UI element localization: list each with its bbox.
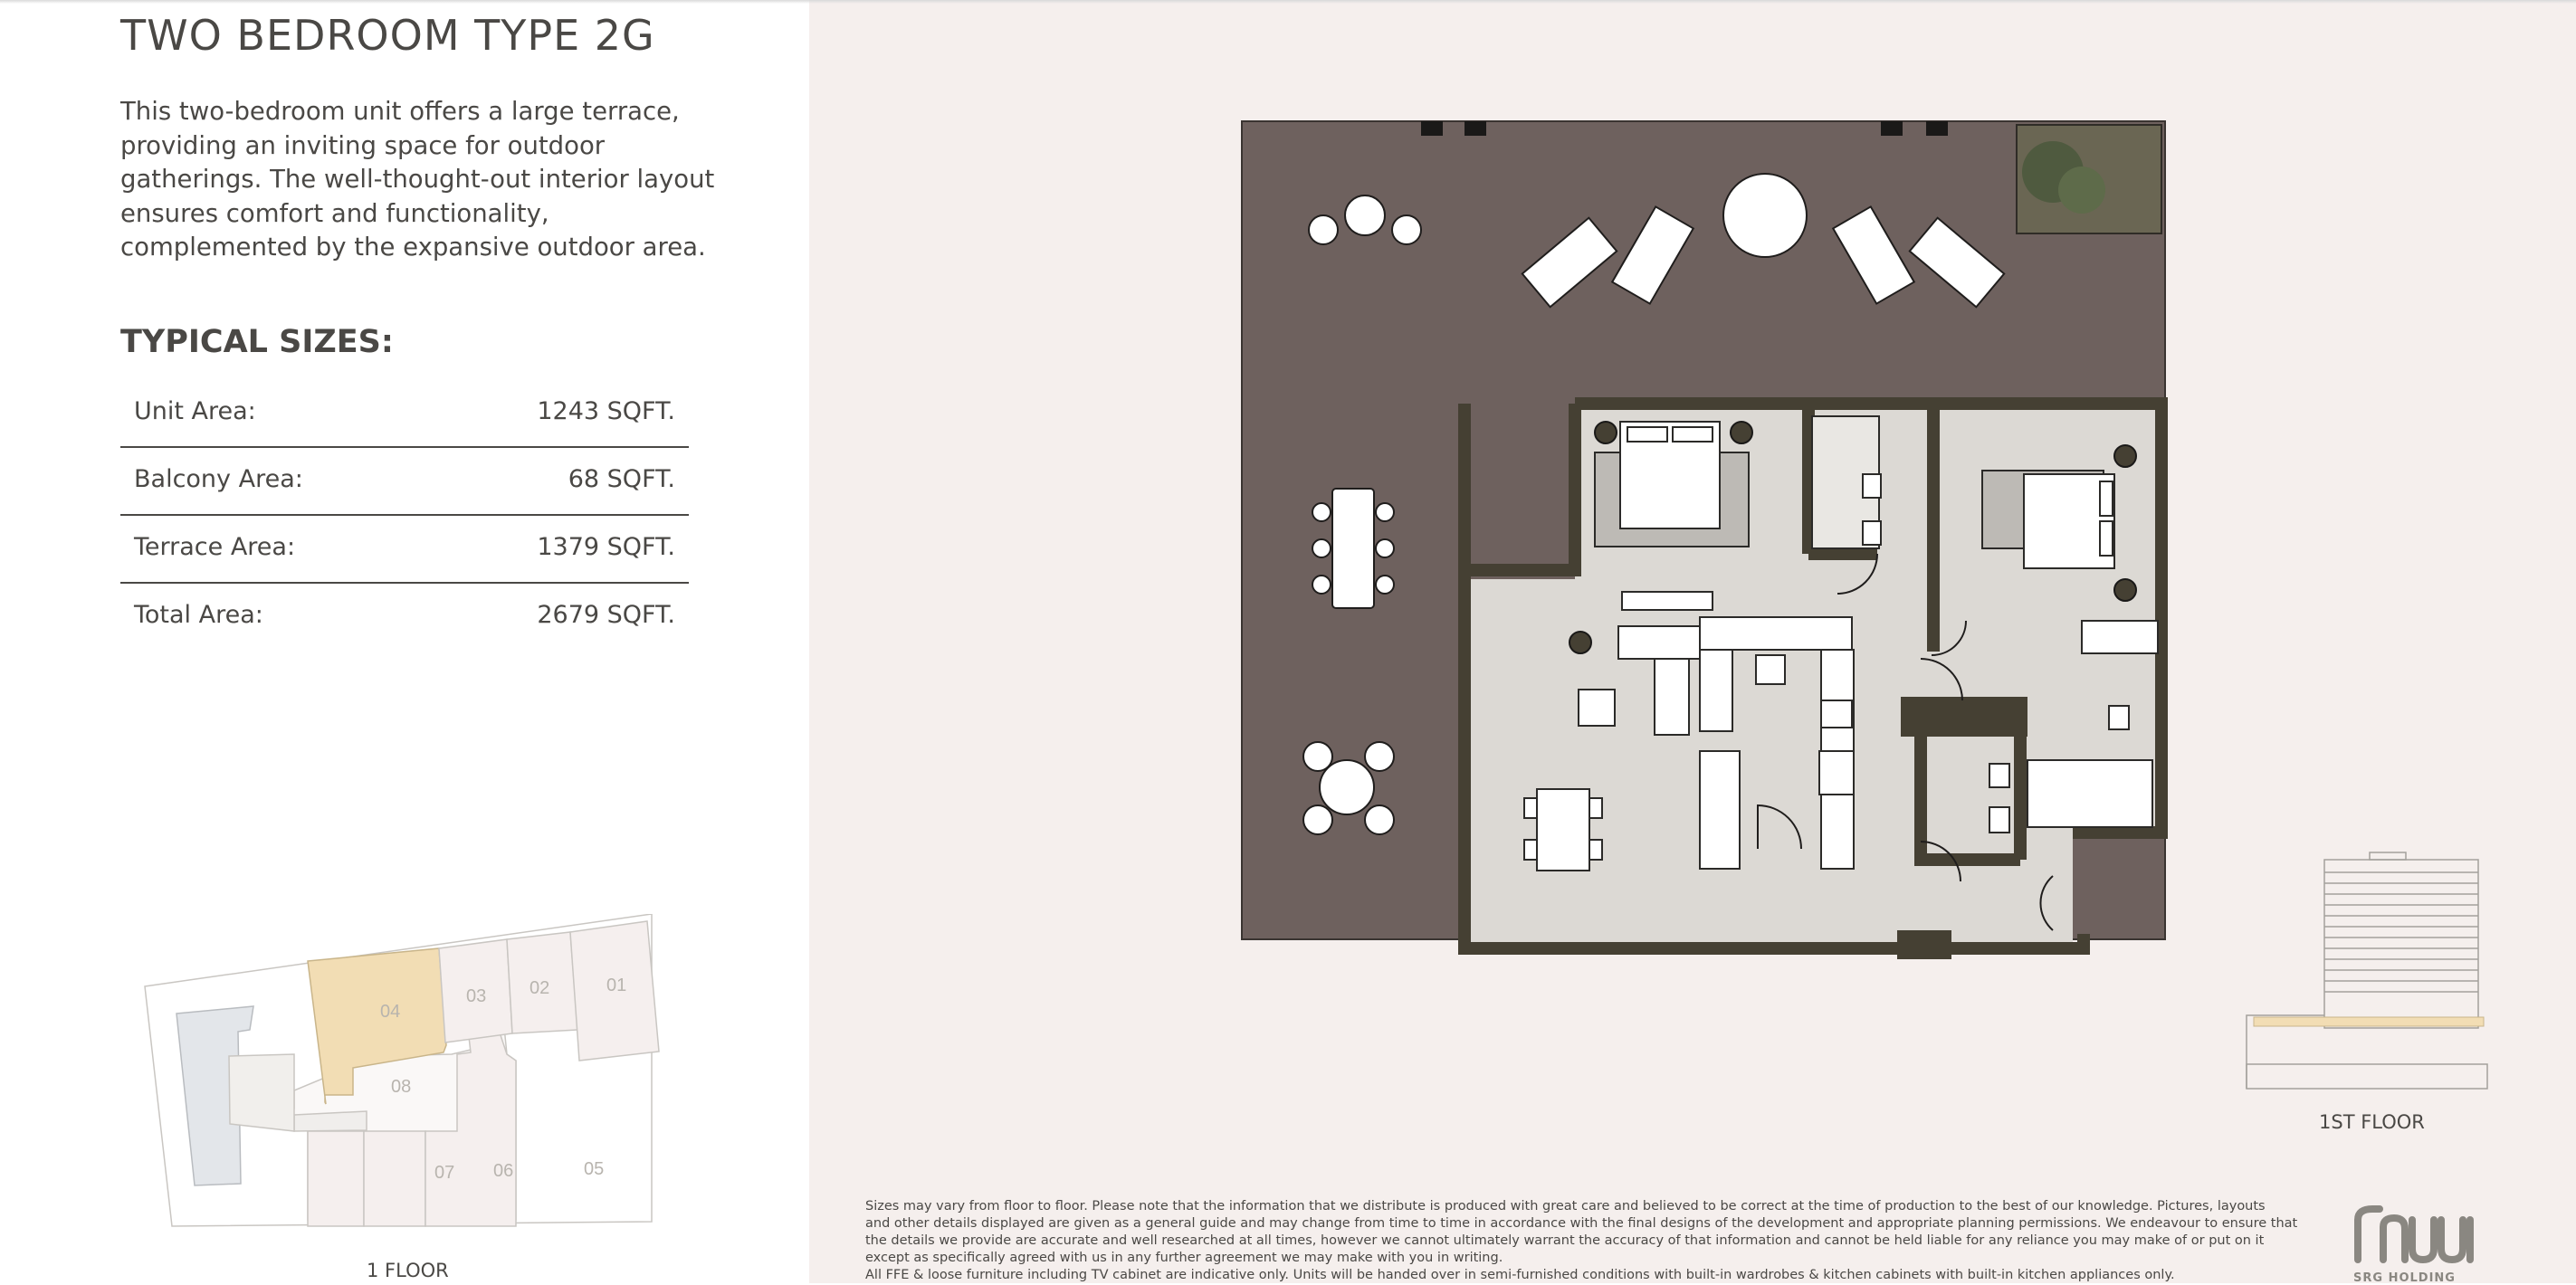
pillow-icon: [1673, 427, 1713, 442]
size-value: 1379 SQFT.: [537, 533, 675, 561]
size-value: 68 SQFT.: [568, 465, 675, 493]
chair-icon: [1312, 503, 1331, 521]
keyplan-lobby: [229, 1054, 294, 1131]
disclaimer: [865, 1198, 2298, 1284]
kitchen-island-icon: [1700, 751, 1740, 869]
chair-icon: [1312, 576, 1331, 594]
floor-key-plan: [136, 914, 670, 1258]
keyplan-unit-08[interactable]: [294, 1111, 367, 1131]
size-value: 2679 SQFT.: [537, 601, 675, 629]
chair-icon: [1524, 840, 1537, 860]
bedside-lamp-icon: [1595, 422, 1617, 443]
basin-icon: [1989, 807, 2009, 833]
chair-icon: [1376, 576, 1394, 594]
unit-floor-plan: [1240, 118, 2181, 968]
size-row-total-area: [120, 584, 689, 650]
wall-post: [1421, 121, 1443, 136]
keyplan-unit-label: 03: [466, 986, 487, 1006]
toilet-icon: [1989, 764, 2009, 787]
round-table-icon: [1723, 174, 1807, 257]
brand-name: SRG HOLDING: [2353, 1271, 2456, 1285]
wall-block: [1901, 697, 2027, 737]
typical-sizes-heading: TYPICAL SIZES:: [120, 324, 394, 360]
wall-post: [1926, 121, 1948, 136]
wall-block: [1897, 930, 1951, 959]
oven-icon: [1819, 751, 1854, 795]
wall-post: [1465, 121, 1486, 136]
sofa-icon: [1618, 626, 1705, 659]
chair-icon: [1365, 742, 1394, 771]
size-label: Total Area:: [134, 601, 263, 629]
stool-icon: [1392, 215, 1421, 244]
chair-icon: [1303, 742, 1332, 771]
srg-logo-icon: [2351, 1202, 2486, 1267]
chair-icon: [1303, 805, 1332, 834]
sizes-table: [120, 380, 689, 650]
chair-icon: [1365, 805, 1394, 834]
shower-icon: [2027, 760, 2152, 827]
building-elevation: [2243, 851, 2496, 1095]
coffee-table-icon: [1579, 690, 1615, 726]
dining-table-icon: [1537, 789, 1589, 871]
size-value: 1243 SQFT.: [537, 397, 675, 425]
disclaimer-line: the details we provide are accurate and well researched at all times, however we cannot ultimately warrant the accuracy of that information and cannot be held liable for any reliance you may make of or put on it: [865, 1233, 2265, 1248]
side-table-icon: [1345, 195, 1385, 235]
chair-icon: [1376, 539, 1394, 557]
chair-icon: [1524, 798, 1537, 818]
dining-table-icon: [1332, 489, 1374, 608]
size-label: Unit Area:: [134, 397, 256, 425]
size-row-balcony-area: [120, 448, 689, 516]
chair-icon: [1312, 539, 1331, 557]
top-edge-shadow: [0, 0, 2576, 4]
balcony: [1459, 404, 1575, 579]
size-row-terrace-area: [120, 516, 689, 584]
kitchen-counter-icon: [1700, 650, 1732, 731]
cooktop-icon: [1756, 655, 1785, 684]
toilet-icon: [1863, 474, 1881, 498]
elevation-floor-highlight: [2254, 1017, 2484, 1026]
unit-title: TWO BEDROOM TYPE 2G: [120, 11, 655, 60]
disclaimer-line: All FFE & loose furniture including TV cabinet are indicative only. Units will be handed over in semi-furnished conditions with built-in wardrobes & kitchen cabinets with built-in kitchen appliances only.: [865, 1268, 2175, 1282]
elevation-outline: [2324, 860, 2478, 1028]
round-table-icon: [1320, 760, 1374, 814]
stool-icon: [1309, 215, 1338, 244]
keyplan-unit-label: 05: [584, 1159, 605, 1179]
basin-icon: [1863, 521, 1881, 545]
kitchen-counter-icon: [1700, 617, 1852, 650]
disclaimer-line: except as specifically agreed with us in any further agreement we may make with you in writing.: [865, 1251, 1503, 1265]
size-label: Terrace Area:: [134, 533, 296, 561]
disclaimer-line: and other details displayed are given as a general guide and may change from time to time in accordance with the final designs of the development and appropriate planning permissions. We endeavour to ensure that: [865, 1216, 2298, 1231]
floor-label: 1ST FLOOR: [2319, 1111, 2425, 1133]
tv-cabinet-icon: [1622, 592, 1713, 610]
keyplan-unit-label: 06: [493, 1161, 514, 1181]
keyplan-unit-label: 07: [434, 1163, 455, 1183]
sofa-icon: [1655, 659, 1689, 735]
sink-icon: [1821, 700, 1852, 728]
keyplan-unit-06[interactable]: [364, 1131, 425, 1226]
bedside-lamp-icon: [2114, 445, 2136, 467]
chair-icon: [1589, 840, 1602, 860]
wall-post: [1881, 121, 1903, 136]
bedside-lamp-icon: [2114, 579, 2136, 601]
pillow-icon: [2100, 481, 2113, 516]
keyplan-unit-label: 04: [380, 1002, 401, 1022]
toilet-icon: [2109, 706, 2129, 729]
keyplan-unit-label: 01: [606, 976, 627, 995]
pillow-icon: [1627, 427, 1667, 442]
disclaimer-line: Sizes may vary from floor to floor. Please note that the information that we distribute is produced with great care and believed to be correct at the time of production to the best of our knowledge. Pictures, layouts: [865, 1199, 2266, 1214]
unit-description: This two-bedroom unit offers a large terrace, providing an inviting space for outdoor gatherings. The well-thought-out interior layout ensures comfort and functionality, complemented by the expansive outdoor area.: [120, 97, 715, 262]
chair-icon: [1376, 503, 1394, 521]
chair-icon: [1589, 798, 1602, 818]
wardrobe-icon: [2082, 621, 2158, 653]
keyplan-unit-label: 02: [530, 978, 550, 998]
pillow-icon: [2100, 521, 2113, 556]
keyplan-label: 1 FLOOR: [367, 1260, 449, 1281]
plant-icon: [2058, 167, 2105, 214]
size-row-unit-area: [120, 380, 689, 448]
bedside-lamp-icon: [1731, 422, 1752, 443]
keyplan-unit-label: 08: [391, 1077, 412, 1097]
floor-lamp-icon: [1569, 632, 1591, 653]
keyplan-unit-07[interactable]: [308, 1131, 364, 1226]
size-label: Balcony Area:: [134, 465, 303, 493]
